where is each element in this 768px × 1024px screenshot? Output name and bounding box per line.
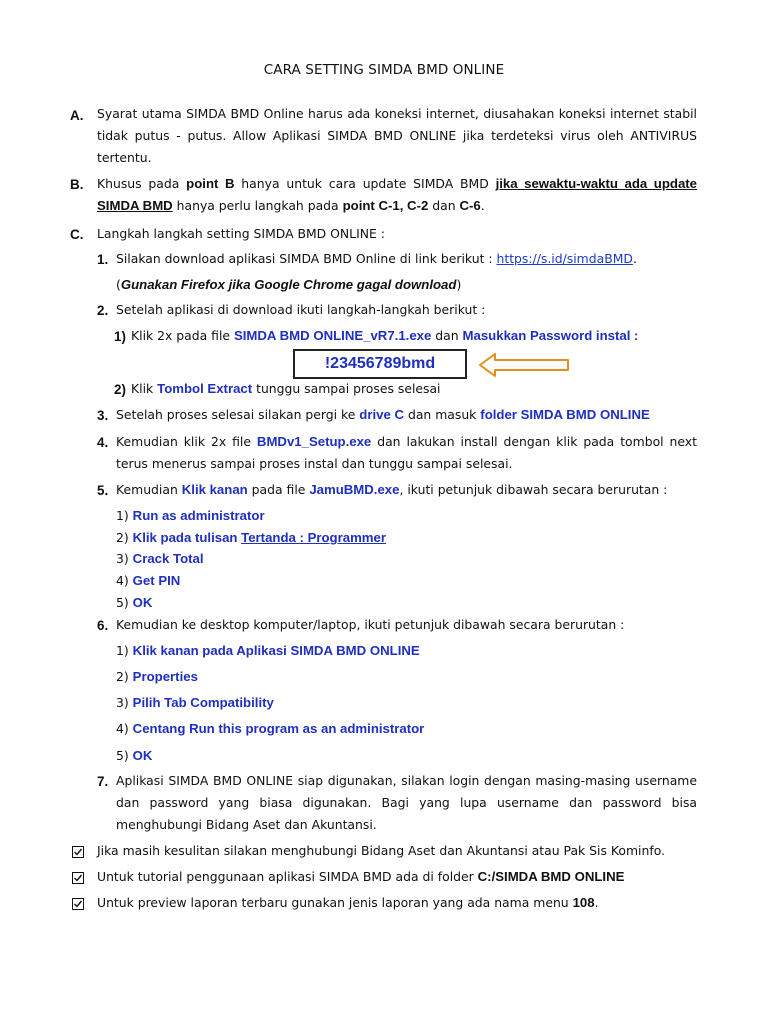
list-item: 5) OK <box>116 748 153 763</box>
list-item: 3) Pilih Tab Compatibility <box>116 695 274 710</box>
list-item: 4) Centang Run this program as an administrator <box>116 721 425 736</box>
checked-box-icon <box>72 898 84 910</box>
section-b-text: Khusus pada point B hanya untuk cara update SIMDA BMD jika sewaktu-waktu ada update SIMDA BMD hanya perlu langkah pada point C-1, C-2 dan C-6. <box>97 176 698 213</box>
step-2-sub-1-number: 1) <box>114 329 126 344</box>
note-2-text: Untuk tutorial penggunaan aplikasi SIMDA BMD ada di folder C:/SIMDA BMD ONLINE <box>97 869 625 884</box>
step-6-text: Kemudian ke desktop komputer/laptop, ikuti petunjuk dibawah secara berurutan : <box>116 617 625 632</box>
step-5-number: 5. <box>97 483 109 498</box>
step-5-text: Kemudian Klik kanan pada file JamuBMD.exe, ikuti petunjuk dibawah secara berurutan : <box>116 482 668 497</box>
list-item: 5) OK <box>116 595 153 610</box>
step-1-note: (Gunakan Firefox jika Google Chrome gagal download) <box>116 277 462 292</box>
checked-box-icon <box>72 872 84 884</box>
step-7-number: 7. <box>97 774 109 789</box>
step-6-number: 6. <box>97 618 109 633</box>
list-item: 2) Properties <box>116 669 198 684</box>
step-2-sub-2-text: Klik Tombol Extract tunggu sampai proses selesai <box>131 381 441 396</box>
step-2-text: Setelah aplikasi di download ikuti langkah-langkah berikut : <box>116 302 486 317</box>
step-2-sub-1-text: Klik 2x pada file SIMDA BMD ONLINE_vR7.1.exe dan Masukkan Password instal : <box>131 328 639 343</box>
list-item: 2) Klik pada tulisan Tertanda : Programmer <box>116 530 386 545</box>
section-a-marker: A. <box>70 108 84 123</box>
left-arrow-icon <box>478 352 570 378</box>
list-item: 1) Klik kanan pada Aplikasi SIMDA BMD ONLINE <box>116 643 420 658</box>
document-title: CARA SETTING SIMDA BMD ONLINE <box>263 62 505 78</box>
step-4-number: 4. <box>97 435 109 450</box>
step-3-text: Setelah proses selesai silakan pergi ke drive C dan masuk folder SIMDA BMD ONLINE <box>116 407 650 422</box>
step-2-sub-2-number: 2) <box>114 382 126 397</box>
note-3-text: Untuk preview laporan terbaru gunakan jenis laporan yang ada nama menu 108. <box>97 895 599 910</box>
step-1-number: 1. <box>97 252 109 267</box>
list-item: 1) Run as administrator <box>116 508 265 523</box>
list-item: 3) Crack Total <box>116 551 204 566</box>
step-4-text: Kemudian klik 2x file BMDv1_Setup.exe dan lakukan install dengan klik pada tombol next terus menerus sampai proses instal dan tunggu sampai selesai. <box>116 434 697 471</box>
section-a-text: Syarat utama SIMDA BMD Online harus ada koneksi internet, diusahakan koneksi internet stabil tidak putus - putus. Allow Aplikasi SIMDA BMD ONLINE jika terdeteksi virus oleh ANTIVIRUS tertentu. <box>97 106 697 165</box>
section-c-marker: C. <box>70 227 84 242</box>
download-link[interactable]: https://s.id/simdaBMD <box>496 251 633 266</box>
password-box: !23456789bmd <box>293 349 467 379</box>
list-item: 4) Get PIN <box>116 573 181 588</box>
section-c-text: Langkah langkah setting SIMDA BMD ONLINE : <box>97 226 385 241</box>
step-2-number: 2. <box>97 303 109 318</box>
checked-box-icon <box>72 846 84 858</box>
step-1-text: Silakan download aplikasi SIMDA BMD Online di link berikut : https://s.id/simdaBMD. <box>116 251 637 266</box>
note-1-text: Jika masih kesulitan silakan menghubungi Bidang Aset dan Akuntansi atau Pak Sis Kominfo. <box>97 843 665 858</box>
step-3-number: 3. <box>97 408 109 423</box>
section-b-marker: B. <box>70 177 84 192</box>
step-7-text: Aplikasi SIMDA BMD ONLINE siap digunakan, silakan login dengan masing-masing username dan password yang biasa digunakan. Bagi yang lupa username dan password bisa menghubungi Bidang Aset dan Akuntansi. <box>116 773 697 832</box>
